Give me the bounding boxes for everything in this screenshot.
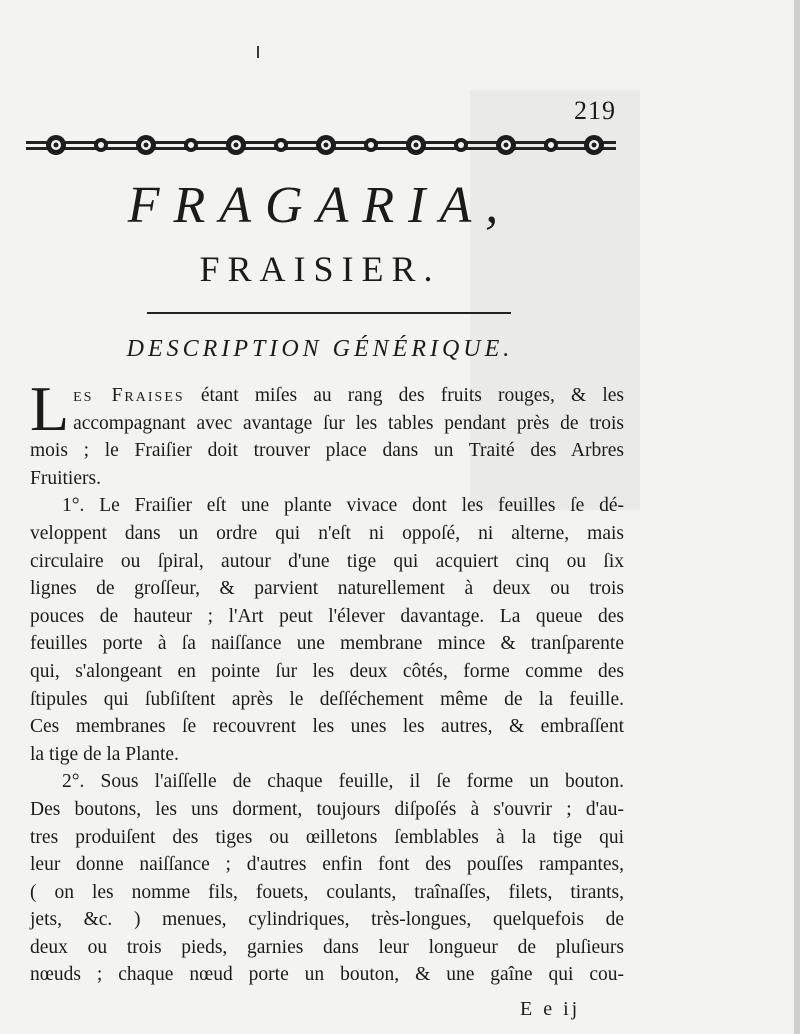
text-line: lignes de groſſeur, & parvient naturellement à deux ou trois xyxy=(30,578,624,600)
signature-mark: E e ij xyxy=(520,998,581,1020)
text-line: la tige de la Plante. xyxy=(30,743,179,765)
text-line: qui, s'alongeant en pointe ſur les deux côtés, forme comme des xyxy=(30,660,624,682)
smallcaps-lead: es Fraises xyxy=(73,385,185,406)
paragraph-2 xyxy=(30,492,624,768)
text-line: pouces de hauteur ; l'Art peut l'élever davantage. La queue des xyxy=(30,605,624,627)
text-line: leur donne naiſſance ; d'autres enfin font des pouſſes rampantes, xyxy=(30,854,624,876)
text-line: deux ou trois pieds, garnies dans leur longueur de pluſieurs xyxy=(30,936,624,958)
text-line: circulaire ou ſpiral, autour d'une tige qui acquiert cinq ou ſix xyxy=(30,550,624,572)
text-line: Des boutons, les uns dorment, toujours diſpoſés à s'ouvrir ; d'au- xyxy=(30,798,624,820)
paragraph-3 xyxy=(30,768,624,989)
printer-mark xyxy=(257,46,259,58)
text-line: tres produiſent des tiges ou œilletons ſemblables à la tige qui xyxy=(30,826,624,848)
text-line: veloppent dans un ordre qui n'eſt ni oppoſé, ni alterne, mais xyxy=(30,522,624,544)
text-line: Fruitiers. xyxy=(30,467,101,489)
text-line: 1°. Le Fraiſier eſt une plante vivace dont les feuilles ſe dé- xyxy=(62,495,624,517)
text-line: nœuds ; chaque nœud porte un bouton, & une gaîne qui cou- xyxy=(30,964,624,986)
text-line-rest: étant miſes au rang des fruits rouges, & les xyxy=(200,385,625,406)
text-line xyxy=(30,382,624,410)
text-line: feuilles porte à ſa naiſſance une membrane mince & tranſparente xyxy=(30,633,624,655)
text-line: Ces membranes ſe recouvrent les unes les autres, & embraſſent xyxy=(30,716,624,738)
page-edge xyxy=(794,0,800,1034)
ornamental-headband xyxy=(26,128,616,162)
text-line: ( on les nomme fils, fouets, coulants, traînaſſes, filets, tirants, xyxy=(30,881,624,903)
page-number: 219 xyxy=(574,96,616,125)
text-line: ſtipules qui ſubſiſtent après le deſſéchement même de la feuille. xyxy=(30,688,624,710)
text-line: jets, &c. ) menues, cylindriques, très-longues, quelquefois de xyxy=(30,909,624,931)
text-line: mois ; le Fraiſier doit trouver place dans un Traité des Arbres xyxy=(30,440,624,462)
page-title: FRAGARIA, xyxy=(127,177,513,234)
paragraph-1 xyxy=(30,373,625,492)
text-line: accompagnant avec avantage ſur les tables pendant près de trois xyxy=(73,412,624,434)
text-line: 2°. Sous l'aiſſelle de chaque feuille, il ſe forme un bouton. xyxy=(62,771,624,793)
body-text xyxy=(30,373,625,989)
drop-cap: L xyxy=(30,373,70,444)
title-rule xyxy=(147,312,511,314)
section-heading: DESCRIPTION GÉNÉRIQUE. xyxy=(126,336,514,362)
page-subtitle: FRAISIER. xyxy=(199,249,441,289)
